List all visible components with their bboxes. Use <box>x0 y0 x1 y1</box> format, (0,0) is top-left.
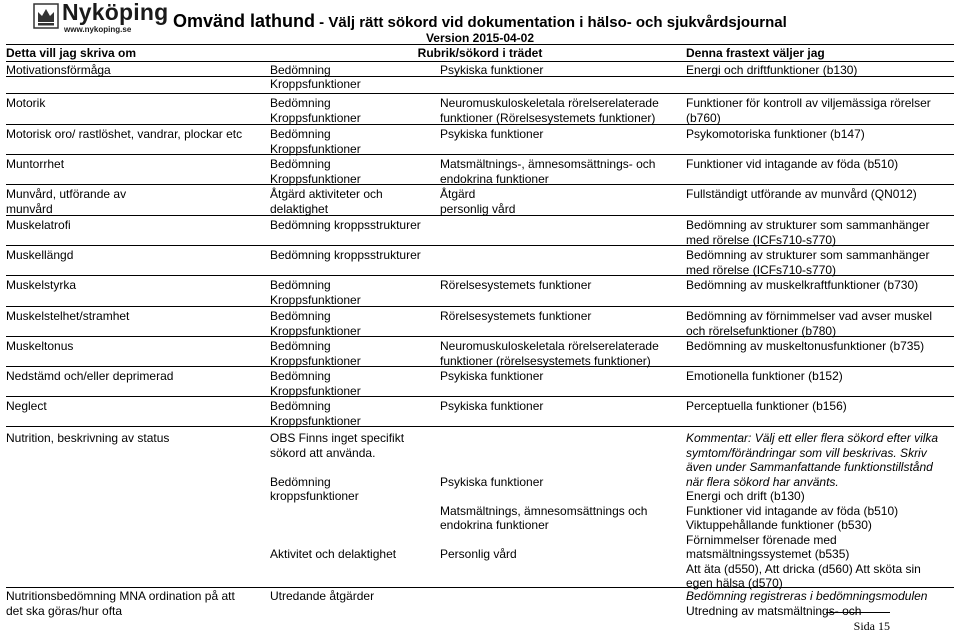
table-row <box>6 276 954 307</box>
row-keyword: Bedömning kroppsstrukturer <box>270 248 421 262</box>
row-topic: Muskelatrofi <box>6 218 71 232</box>
row-subkeyword: Psykiska funktioner <box>440 369 544 383</box>
row-keyword: Bedömning Kroppsfunktioner <box>270 399 361 428</box>
column-header-keyword: Rubrik/sökord i trädet <box>417 46 543 60</box>
table-row-mna <box>6 588 954 618</box>
row-keyword: Åtgärd aktiviteter och delaktighet <box>270 187 383 216</box>
row-topic: Muskelstelhet/stramhet <box>6 309 130 323</box>
row-phrase: Perceptuella funktioner (b156) <box>686 399 847 413</box>
row-subkeyword: Psykiska funktioner <box>440 127 544 141</box>
comment-text: Kommentar: Välj ett eller flera sökord efter vilka <box>686 431 939 445</box>
row-keyword: Bedömning Kroppsfunktioner <box>270 96 361 125</box>
logo-name: Nyköping <box>62 0 169 25</box>
row-subkeyword: Rörelsesystemets funktioner <box>440 309 592 323</box>
table-row <box>6 77 954 94</box>
row-subkeyword: Psykiska funktioner <box>440 399 544 413</box>
row-keyword: Bedömning Kroppsfunktioner <box>270 157 361 186</box>
table-row <box>6 125 954 155</box>
row-keyword: OBS Finns inget specifikt sökord att använda. Bedömning kroppsfunktioner Aktivitet och delaktighet <box>270 431 405 561</box>
row-phrase: Funktioner vid intagande av föda (b510) <box>686 157 899 171</box>
row-phrase: Energi och driftfunktioner (b130) <box>686 63 858 77</box>
row-keyword-cont: Kroppsfunktioner <box>270 77 361 91</box>
row-subkeyword: Psykiska funktioner <box>440 63 544 77</box>
row-phrase: Kommentar: Välj ett eller flera sökord efter vilka symtom/förändringar som vill beskrivas. Skriv även under Sammanfattande funktionstillstånd när flera sökord har använts. Energi och drift (b130) Funktioner vid intagande av föda (b510) Viktuppehållande funktioner (b530) Förnimmelser förenade med matsmältningssystemet (b535) Att äta (d550), Att dricka (d560) Att sköta sin egen hälsa (d570) <box>686 431 954 591</box>
row-phrase: Bedömning av muskelkraftfunktioner (b730) <box>686 278 919 292</box>
row-topic: Nutrition, beskrivning av status <box>6 431 170 445</box>
row-topic: Motorisk oro/ rastlöshet, vandrar, plockar etc <box>6 127 243 141</box>
row-keyword: Bedömning <box>270 63 331 77</box>
row-topic: Muntorrhet <box>6 157 65 171</box>
row-topic: Nutritionsbedömning MNA ordination på att det ska göras/hur ofta <box>6 589 235 618</box>
table-row <box>6 246 954 276</box>
row-phrase: Emotionella funktioner (b152) <box>686 369 843 383</box>
row-topic: Muskellängd <box>6 248 74 262</box>
row-subkeyword: Neuromuskuloskeletala rörelserelaterade funktioner (Rörelsesystemets funktioner) <box>440 96 659 125</box>
row-keyword: Bedömning kroppsstrukturer <box>270 218 421 232</box>
row-phrase: Bedömning registreras i bedömningsmodulen Utredning av matsmältnings- och <box>686 589 928 618</box>
table-row <box>6 216 954 246</box>
column-header-phrase: Denna frastext väljer jag <box>686 46 825 60</box>
lookup-table <box>6 44 954 618</box>
row-subkeyword: Psykiska funktioner Matsmältnings, ämnesomsättnings och endokrina funktioner Personlig vård <box>440 474 648 561</box>
table-row <box>6 185 954 216</box>
table-row <box>6 307 954 337</box>
row-phrase: Bedömning av förnimmelser vad avser muskel och rörelsefunktioner (b780) <box>686 309 933 338</box>
row-phrase: Bedömning av strukturer som sammanhänger med rörelse (ICFs710-s770) <box>686 218 930 247</box>
row-keyword: Bedömning Kroppsfunktioner <box>270 339 361 368</box>
crown-icon <box>33 3 59 29</box>
page-number: Sida 15 <box>826 612 890 634</box>
row-topic: Motivationsförmåga <box>6 63 111 77</box>
row-topic: Motorik <box>6 96 46 110</box>
table-row <box>6 94 954 125</box>
row-phrase: Funktioner för kontroll av viljemässiga rörelser (b760) <box>686 96 931 125</box>
title-subtitle: - Välj rätt sökord vid dokumentation i hälso- och sjukvårdsjournal <box>315 14 787 31</box>
row-keyword: Bedömning Kroppsfunktioner <box>270 369 361 398</box>
row-topic: Nedstämd och/eller deprimerad <box>6 369 174 383</box>
row-topic: Muskeltonus <box>6 339 74 353</box>
table-row <box>6 155 954 185</box>
row-phrase: Fullständigt utförande av munvård (QN012) <box>686 187 917 201</box>
row-topic: Muskelstyrka <box>6 278 77 292</box>
row-subkeyword: Åtgärd personlig vård <box>440 187 516 216</box>
table-row <box>6 397 954 427</box>
logo-url: www.nykoping.se <box>64 25 132 34</box>
version-label: Version 2015-04-02 <box>425 31 535 45</box>
row-subkeyword: Rörelsesystemets funktioner <box>440 278 592 292</box>
row-keyword: Bedömning Kroppsfunktioner <box>270 278 361 307</box>
row-phrase: Psykomotoriska funktioner (b147) <box>686 127 865 141</box>
row-phrase: Bedömning av muskeltonusfunktioner (b735) <box>686 339 925 353</box>
table-header <box>6 44 954 62</box>
row-topic: Neglect <box>6 399 47 413</box>
row-keyword: Bedömning Kroppsfunktioner <box>270 127 361 156</box>
table-row <box>6 337 954 367</box>
row-keyword: Utredande åtgärder <box>270 589 375 603</box>
table-row <box>6 367 954 397</box>
title-main: Omvänd lathund <box>173 11 316 31</box>
row-subkeyword: Matsmältnings-, ämnesomsättnings- och endokrina funktioner <box>440 157 656 186</box>
row-subkeyword: Neuromuskuloskeletala rörelserelaterade funktioner (rörelsesystemets funktioner) <box>440 339 659 368</box>
table-row <box>6 62 954 77</box>
row-phrase: Bedömning av strukturer som sammanhänger med rörelse (ICFs710-s770) <box>686 248 930 277</box>
row-topic: Munvård, utförande av munvård <box>6 187 127 216</box>
column-header-topic: Detta vill jag skriva om <box>6 46 137 60</box>
row-keyword: Bedömning Kroppsfunktioner <box>270 309 361 338</box>
page-title <box>173 11 787 32</box>
table-row-nutrition <box>6 427 954 588</box>
